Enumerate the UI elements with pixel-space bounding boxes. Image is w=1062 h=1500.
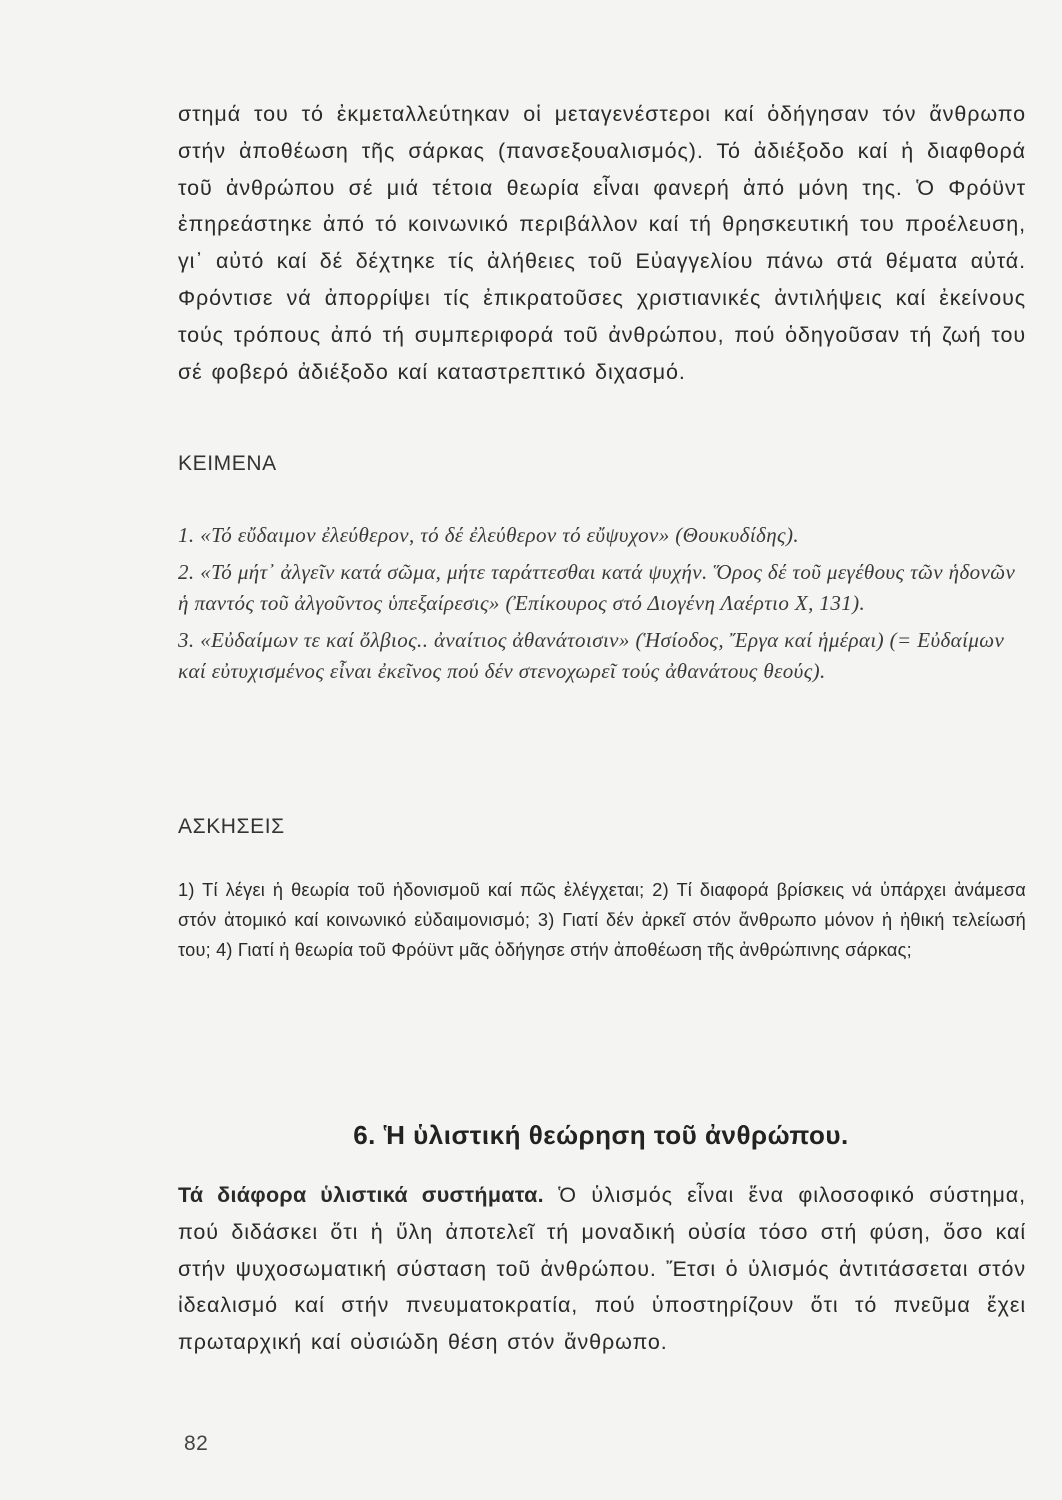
- body-paragraph: [178, 1177, 1026, 1361]
- intro-paragraph: στημά του τό ἐκμεταλλεύτηκαν οἱ μεταγενέστεροι καί ὁδήγησαν τόν ἄνθρωπο στήν ἀποθέωση τῆς σάρκας (πανσεξουαλισμός). Τό ἀδιέξοδο καί ἡ διαφθορά τοῦ ἀνθρώπου σέ μιά τέτοια θεωρία εἶναι φανερή ἀπό μόνη της. Ὁ Φρόϋντ ἐπηρεάστηκε ἀπό τό κοινωνικό περιβάλλον καί τή θρησκευτική του προέλευση, γι᾿ αὐτό καί δέ δέχτηκε τίς ἀλήθειες τοῦ Εὐαγγελίου πάνω στά θέματα αὐτά. Φρόντισε νά ἀπορρίψει τίς ἐπικρατοῦσες χριστιανικές ἀντιλήψεις καί ἐκείνους τούς τρόπους ἀπό τή συμπεριφορά τοῦ ἀνθρώπου, πού ὁδηγοῦσαν τή ζωή του σέ φοβερό ἀδιέξοδο καί καταστρεπτικό διχασμό.: [178, 102, 1026, 384]
- body-text: Ὁ ὑλισμός εἶναι ἕνα φιλοσοφικό σύστημα, πού διδάσκει ὅτι ἡ ὕλη ἀποτελεῖ τή μοναδική οὐσία τόσο στή φύση, ὅσο καί στήν ψυχοσωματική σύσταση τοῦ ἀνθρώπου. Ἔτσι ὁ ὑλισμός ἀντιτάσσεται στόν ἰδεαλισμό καί στήν πνευματοκρατία, πού ὑποστηρίζουν ὅτι τό πνεῦμα ἔχει πρωταρχική καί οὐσιώδη θέση στόν ἄνθρωπο.: [178, 1183, 1026, 1355]
- quotes-list: [178, 520, 1028, 693]
- exercises-text: 1) Τί λέγει ἡ θεωρία τοῦ ἡδονισμοῦ καί πῶς ἐλέγχεται; 2) Τί διαφορά βρίσκεις νά ὑπάρχει ἀνάμεσα στόν ἀτομικό καί κοινωνικό εὐδαιμονισμό; 3) Γιατί δέν ἀρκεῖ στόν ἄνθρωπο μόνον ἡ ἠθική τελείωσή του; 4) Γιατί ἡ θεωρία τοῦ Φρόϋντ μᾶς ὁδήγησε στήν ἀποθέωση τῆς ἀνθρώπινης σάρκας;: [178, 880, 1026, 960]
- quote-item: 3. «Εὐδαίμων τε καί ὄλβιος.. ἀναίτιος ἀθανάτοισιν» (Ἡσίοδος, Ἔργα καί ἡμέραι) (= Εὐδαίμων καί εὐτυχισμένος εἶναι ἐκεῖνος πού δέν στενοχωρεῖ τούς ἀθανάτους θεούς).: [178, 628, 1005, 683]
- texts-heading: ΚΕΙΜΕΝΑ: [178, 452, 277, 475]
- quote-item: 2. «Τό μήτ᾿ ἀλγεῖν κατά σῶμα, μήτε ταράττεσθαι κατά ψυχήν. Ὅρος δέ τοῦ μεγέθους τῶν ἡδονῶν ἡ παντός τοῦ ἀλγοῦντος ὑπεξαίρεσις» (Ἐπίκουρος στό Διογένη Λαέρτιο Χ, 131).: [178, 560, 1016, 615]
- page-number: 82: [184, 1432, 209, 1455]
- exercises-heading: ΑΣΚΗΣΕΙΣ: [178, 815, 285, 838]
- quote-item: 1. «Τό εὔδαιμον ἐλεύθερον, τό δέ ἐλεύθερον τό εὔψυχον» (Θουκυδίδης).: [178, 523, 800, 547]
- chapter-title: 6. Ἡ ὑλιστική θεώρηση τοῦ ἀνθρώπου.: [353, 1120, 849, 1150]
- body-lead: Τά διάφορα ὑλιστικά συστήματα.: [178, 1183, 544, 1207]
